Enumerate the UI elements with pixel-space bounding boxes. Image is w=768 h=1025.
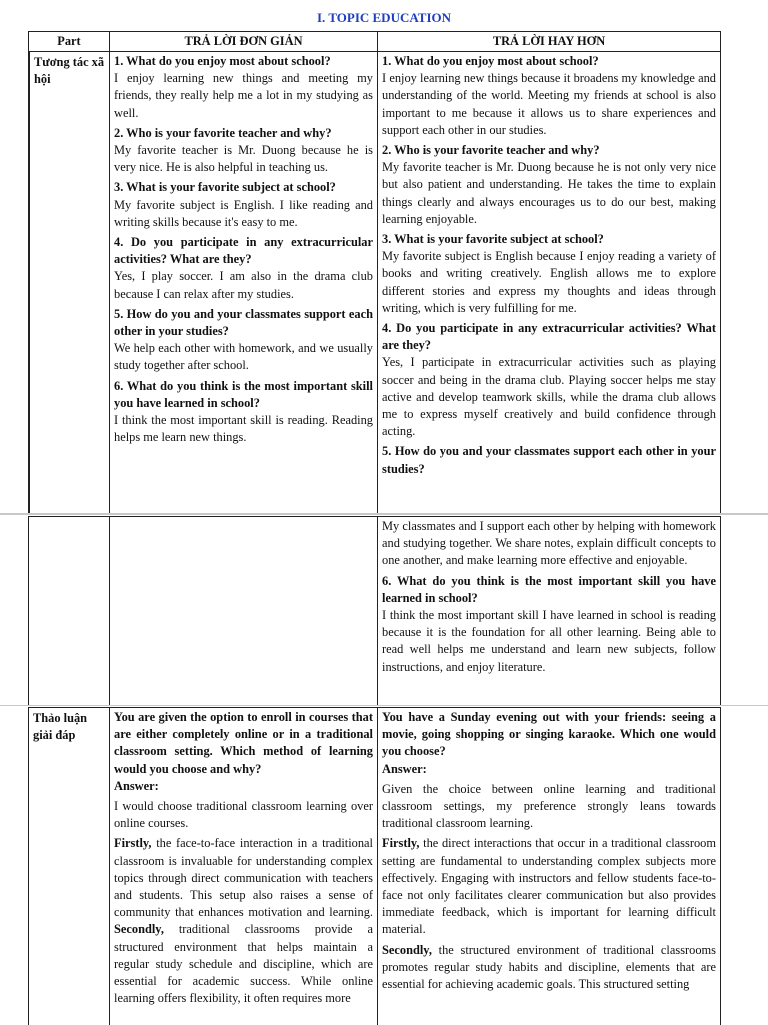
simple-q5: 5. How do you and your classmates support each other in your studies? <box>114 306 373 339</box>
part-discussion: Thảo luận giải đáp <box>33 711 88 743</box>
simple-answer-column <box>109 52 377 514</box>
simple-a3: My favorite subject is English. I like reading and writing skills because it's easy to me. <box>114 197 373 229</box>
simple-q3: 3. What is your favorite subject at school? <box>114 180 336 195</box>
simple-a5: We help each other with homework, and we usually study together after school. <box>114 341 373 373</box>
section-divider <box>0 705 768 706</box>
page-title: I. TOPIC EDUCATION <box>317 10 451 25</box>
left-paragraph-1: the face-to-face interaction in a traditional classroom is invaluable for understanding complex topics through direct communication with teachers and students. This setup also raises a sense of community that enhances motivation and learning. <box>114 836 373 920</box>
better-q6: 6. What do you think is the most important skill you have learned in school? <box>382 573 716 605</box>
part-social-interaction: Tương tác xã hội <box>29 52 109 514</box>
education-table-part1 <box>28 31 721 514</box>
better-q2: 2. Who is your favorite teacher and why? <box>382 143 600 158</box>
discussion-left-column <box>109 708 377 1025</box>
answer-label-left: Answer: <box>114 778 159 793</box>
discussion-question-right: You have a Sunday evening out with your friends: seeing a movie, going shopping or singing karaoke. Which one would you choose? <box>382 710 716 759</box>
header-part: Part <box>29 32 109 52</box>
right-paragraph-2: the structured environment of traditional classrooms promotes regular study habits and discipline, elements that are essential for achieving academic goals. This structured setting <box>382 942 716 992</box>
simple-q6: 6. What do you think is the most important skill you have learned in school? <box>114 378 373 410</box>
better-answer-continued <box>377 517 720 706</box>
education-table-part2 <box>28 516 721 706</box>
better-a3: My favorite subject is English because I enjoy reading a variety of books and writing creatively. English allows me to explore different stories and express my thoughts and ideas through writing, which is very fulfilling for me. <box>382 249 716 315</box>
answer-label-right: Answer: <box>382 761 427 776</box>
better-q3: 3. What is your favorite subject at school? <box>382 232 604 247</box>
simple-q1: 1. What do you enjoy most about school? <box>114 54 331 68</box>
better-answer-column <box>377 52 720 514</box>
better-a1: I enjoy learning new things because it broadens my knowledge and understanding of the world. Meeting my friends at school is also important to me because it allows us to share experiences and support each other in our studies. <box>382 71 716 137</box>
simple-q2: 2. Who is your favorite teacher and why? <box>114 125 332 140</box>
discussion-right-body-1 <box>382 835 716 938</box>
secondly-label-right: Secondly, <box>382 942 432 957</box>
left-paragraph-2: traditional classrooms provide a structured environment that helps maintain a regular study schedule and discipline, which are essential for academic success. While online learning offers flexibility, it often requires more <box>114 922 373 1006</box>
better-a5: My classmates and I support each other by helping with homework and studying together. We share notes, explain difficult concepts to one another, and make learning more effective and enjoyable. <box>382 519 716 568</box>
better-q4: 4. Do you participate in any extracurricular activities? What are they? <box>382 321 716 353</box>
better-q5: 5. How do you and your classmates support each other in your studies? <box>382 444 716 476</box>
simple-a1: I enjoy learning new things and meeting my friends, they really help me a lot in my studying as well. <box>114 71 373 120</box>
better-a4: Yes, I participate in extracurricular activities such as playing soccer and being in the drama club. Playing soccer helps me stay active and develop teamwork skills, while the drama club allows me to express myself creatively and build confidence through acting. <box>382 355 716 439</box>
firstly-label: Firstly, <box>114 836 152 851</box>
better-q1: 1. What do you enjoy most about school? <box>382 54 599 68</box>
discussion-right-column <box>377 708 720 1025</box>
empty-part-cell <box>29 517 109 706</box>
discussion-left-body <box>114 835 373 1007</box>
simple-a4: Yes, I play soccer. I am also in the drama club because I can relax after my studies. <box>114 269 373 301</box>
header-simple-answer: TRẢ LỜI ĐƠN GIẢN <box>109 32 377 52</box>
header-better-answer: TRẢ LỜI HAY HƠN <box>377 32 720 52</box>
discussion-table <box>28 707 721 1025</box>
better-a2: My favorite teacher is Mr. Duong because he is not only very nice but also patient and understanding. He takes the time to explain things clearly and always encourages us to do our best, making learning enjoyable. <box>382 160 716 226</box>
discussion-left-intro: I would choose traditional classroom learning over online courses. <box>114 799 373 831</box>
right-paragraph-1: the direct interactions that occur in a traditional classroom setting are fundamental to understanding complex subjects more effectively. Engaging with instructors and fellow students face-to-face not only facilitates clearer communication but also provides immediate feedback, which is important for learning difficult material. <box>382 836 716 937</box>
empty-simple-cell <box>109 517 377 706</box>
page-break-divider <box>0 513 768 515</box>
firstly-label-right: Firstly, <box>382 836 420 851</box>
discussion-right-intro: Given the choice between online learning and traditional classroom settings, my preference strongly leans towards traditional classroom learning. <box>382 781 716 831</box>
discussion-right-body-2 <box>382 942 716 994</box>
simple-a2: My favorite teacher is Mr. Duong because he is very nice. He is also helpful in teaching us. <box>114 143 373 175</box>
simple-a6: I think the most important skill is reading. Reading helps me learn new things. <box>114 413 373 445</box>
discussion-question-left: You are given the option to enroll in courses that are either completely online or in a traditional classroom setting. Which method of learning would you choose and why? <box>114 710 373 776</box>
better-a6: I think the most important skill I have learned in school is reading because it is the foundation for all other learning. Being able to read well helps me understand and learn new subjects, follow instructions, and enjoy literature. <box>382 608 716 674</box>
simple-q4: 4. Do you participate in any extracurricular activities? What are they? <box>114 235 373 267</box>
secondly-label: Secondly, <box>114 922 164 937</box>
